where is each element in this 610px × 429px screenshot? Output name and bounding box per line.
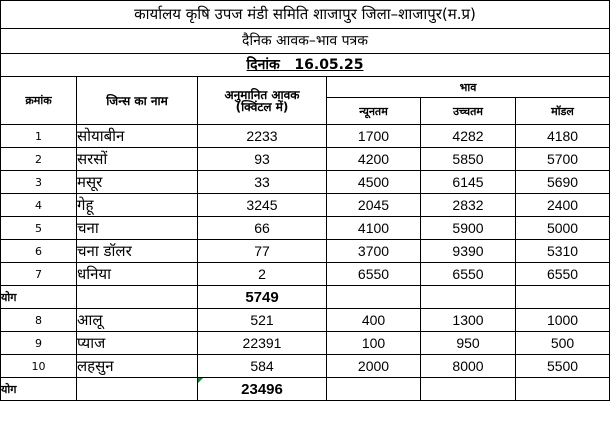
min-price-cell: 2045 [327,194,421,217]
serial-cell: 10 [1,355,77,378]
empty-cell [516,286,610,309]
header-modal: मॉडल [516,98,610,125]
min-price-cell: 4500 [327,171,421,194]
header-arrival [198,77,327,125]
modal-price-cell: 6550 [516,263,610,286]
header-arrival-line2: (क्विंटल में) [235,99,289,114]
serial-cell: 3 [1,171,77,194]
arrival-cell: 521 [198,309,327,332]
modal-price-cell: 5000 [516,217,610,240]
commodity-cell: लहसुन [77,355,198,378]
commodity-cell: मसूर [77,171,198,194]
arrival-cell: 584 [198,355,327,378]
header-serial: क्रमांक [1,77,77,125]
commodity-cell: प्याज [77,332,198,355]
empty-cell [327,286,421,309]
min-price-cell: 3700 [327,240,421,263]
max-price-cell: 4282 [421,125,516,148]
min-price-cell: 2000 [327,355,421,378]
arrival-cell: 66 [198,217,327,240]
modal-price-cell: 4180 [516,125,610,148]
sheet-subtitle [1,29,610,54]
empty-cell [421,286,516,309]
empty-cell [421,378,516,401]
modal-price-cell: 5310 [516,240,610,263]
commodity-cell: सोयाबीन [77,125,198,148]
empty-cell [327,378,421,401]
table-row [1,263,610,286]
commodity-cell: चना डॉलर [77,240,198,263]
commodity-cell: धनिया [77,263,198,286]
table-row [1,148,610,171]
table-row [1,194,610,217]
total-label: योग [1,378,77,401]
date-label: दिनांक [246,57,280,73]
arrival-cell: 2233 [198,125,327,148]
header-commodity: जिन्स का नाम [77,77,198,125]
arrival-cell: 93 [198,148,327,171]
header-arrival-line1: अनुमानित आवक [224,87,300,102]
total-label: योग [1,286,77,309]
total-value: 23496 [198,378,327,401]
arrival-cell: 77 [198,240,327,263]
min-price-cell: 100 [327,332,421,355]
commodity-cell: चना [77,217,198,240]
max-price-cell: 2832 [421,194,516,217]
total-row [1,286,610,309]
arrival-cell: 22391 [198,332,327,355]
sheet-subtitle-text: दैनिक आवक–भाव पत्रक [242,33,369,49]
table-row [1,240,610,263]
office-title [1,1,610,29]
table-row [1,217,610,240]
total-row [1,378,610,401]
commodity-cell: सरसों [77,148,198,171]
date-value: 16.05.25 [294,57,364,73]
serial-cell: 5 [1,217,77,240]
total-value: 5749 [198,286,327,309]
date-line [1,54,610,77]
header-price: भाव [327,77,610,98]
modal-price-cell: 5700 [516,148,610,171]
serial-cell: 4 [1,194,77,217]
empty-cell [77,378,198,401]
arrival-cell: 3245 [198,194,327,217]
serial-cell: 2 [1,148,77,171]
modal-price-cell: 500 [516,332,610,355]
empty-cell [77,286,198,309]
modal-price-cell: 1000 [516,309,610,332]
modal-price-cell: 5500 [516,355,610,378]
header-max: उच्चतम [421,98,516,125]
commodity-cell: गेहू [77,194,198,217]
max-price-cell: 9390 [421,240,516,263]
arrival-cell: 2 [198,263,327,286]
min-price-cell: 400 [327,309,421,332]
max-price-cell: 5850 [421,148,516,171]
commodity-cell: आलू [77,309,198,332]
modal-price-cell: 5690 [516,171,610,194]
serial-cell: 6 [1,240,77,263]
min-price-cell: 4100 [327,217,421,240]
serial-cell: 9 [1,332,77,355]
table-row [1,309,610,332]
serial-cell: 8 [1,309,77,332]
min-price-cell: 6550 [327,263,421,286]
min-price-cell: 4200 [327,148,421,171]
modal-price-cell: 2400 [516,194,610,217]
office-title-text: कार्यालय कृषि उपज मंडी समिति शाजापुर जिला–शाजापुर(म.प्र) [134,5,476,23]
serial-cell: 7 [1,263,77,286]
max-price-cell: 1300 [421,309,516,332]
max-price-cell: 6145 [421,171,516,194]
max-price-cell: 5900 [421,217,516,240]
serial-cell: 1 [1,125,77,148]
min-price-cell: 1700 [327,125,421,148]
header-min: न्यूनतम [327,98,421,125]
table-row [1,125,610,148]
max-price-cell: 950 [421,332,516,355]
table-row [1,332,610,355]
max-price-cell: 6550 [421,263,516,286]
table-row [1,355,610,378]
arrival-cell: 33 [198,171,327,194]
max-price-cell: 8000 [421,355,516,378]
empty-cell [516,378,610,401]
table-row [1,171,610,194]
